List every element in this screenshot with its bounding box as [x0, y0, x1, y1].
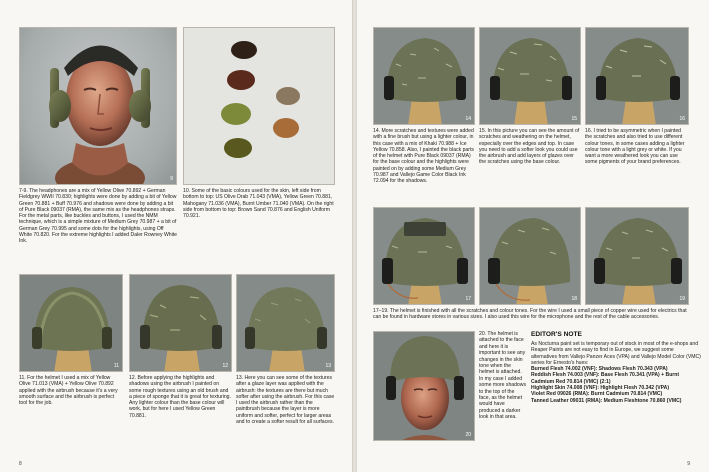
helmet-illustration: [374, 208, 475, 305]
photo-helmet-base-coat: [19, 274, 123, 372]
helmet-illustration: [586, 28, 689, 125]
caption-15: 15. In this picture you can see the amount of scratches and weathering on the helmet, especially over the edges and top. In case you need to add a softer look you could use the airbrush and add layers of glazes over the scratches using the base colour.: [479, 128, 580, 166]
editors-note-line: Highlight Skin 74.008 (VNF): Highlight Flesh 70.342 (VPA): [531, 385, 670, 392]
photo-number: 16: [679, 116, 685, 122]
photo-helmet-finished-front: [373, 207, 475, 305]
editors-note-heading: EDITOR'S NOTE: [531, 331, 582, 338]
caption-13: 13. Here you can see some of the textures after a glaze layer was applied with the airbrush: the textures are there but much softer after using the airbrush. For this case I used the airbrush rather than the paintbrush because the layer is more uniform and softer, perfect for larger areas and to create a softer result for all surfaces.: [236, 375, 335, 426]
bust-illustration: [374, 332, 475, 441]
photo-number: 18: [571, 296, 577, 302]
helmet-illustration: [237, 275, 335, 372]
photo-helmet-weathering: [479, 27, 581, 125]
editors-note-line: Burned Flesh 74.002 (VNF): Shadows Flesh 70.343 (VPA): [531, 366, 668, 373]
editors-note-line: Tanned Leather 09031 (RMA): Medium Fleshtone 70.860 (VMC): [531, 397, 682, 404]
caption-12: 12. Before applying the highlights and shadows using the airbrush I painted on some rough textures using an old brush and a piece of sponge that it is great for texturing. Any lighter colour than the base colour will work, but for here I used Yellow Green 70.881.: [129, 375, 231, 419]
caption-10: 10. Some of the basic colours used for the skin, left side from bottom to top: US Olive Drab 71.043 (VMA), Yellow Green 70.881, Mahogany 71.036 (VMA), Burnt Umber 71.040 (VMA). On the right side from bottom to top: Brown Sand 70.876 and English Uniform 70.921.: [183, 188, 334, 220]
photo-helmet-textures: [129, 274, 232, 372]
photo-number: 20: [465, 432, 471, 438]
helmet-illustration: [130, 275, 232, 372]
editors-note: [531, 331, 701, 404]
photo-number: 15: [571, 116, 577, 122]
photo-number: 9: [170, 176, 173, 182]
photo-number: 12: [222, 363, 228, 369]
helmet-illustration: [20, 275, 123, 372]
photo-number: 13: [325, 363, 331, 369]
helmet-illustration: [480, 28, 581, 125]
photo-number: 17: [465, 296, 471, 302]
photo-number: 11: [113, 363, 119, 369]
editors-note-body: As Nocturna paint set is temporary out of stock in most of the e-shops and Reaper Paints are not easy to find in Europe, we suggest some alternatives from Vallejo Panzer Aces (VPA) and Vallejo Model Color (VMC) series for Ernesto's hues:: [531, 341, 701, 366]
photo-bust-with-helmet: [373, 331, 475, 441]
photo-bust-headphones: [19, 27, 177, 185]
photo-helmet-asymmetric: [585, 27, 689, 125]
caption-11: 11. For the helmet I used a mix of Yellow Olive 71.013 (VMA) + Yellow Olive 70.892 applied with the airbrush because it's a very smooth surface and the airbrush is perfect tool for the job.: [19, 375, 118, 407]
caption-7-9: 7-9. The headphones are a mix of Yellow Olive 70.892 + German Fieldgrey WWII 70.830; highlights were done by adding a bit of Yellow Green 70.881 + Buff 70.976 and shadows were done by adding a bit of Pure Black 09037 (RMA), the same mix as the headphones straps. For the metal parts, like buckles and buttons, I used the NMM technique, which is a simple mixture of Medium Grey 70.987 + a bit of German Grey 70.995 and some dots for the highlights, using Off White 70.820. For the extreme highlights I added Daler Rowney White Ink.: [19, 188, 177, 245]
helmet-illustration: [480, 208, 581, 305]
editors-note-line: Violet Red 09026 (RMA): Burnt Cadmium 70.814 (VMC): [531, 391, 663, 398]
photo-number: 19: [679, 296, 685, 302]
photo-helmet-scratches: [373, 27, 475, 125]
paint-swatch-illustration: [184, 28, 335, 185]
right-page-number: 9: [687, 461, 690, 467]
photo-number: 14: [465, 116, 471, 122]
caption-14: 14. More scratches and textures were added with a fine brush but using a lighter colour, in this case with a mix of Khaki 70.988 + Ice Yellow 70.858. Also, I painted the black parts of the helmet with Pure Black 09037 (RMA) for the base colour and the highlights were painted on by adding some Medium Grey 70.987 and Vallejo Game Color Black Ink 72.094 for the shadows.: [373, 128, 474, 185]
editors-note-line: Reddish Flesh 74.003 (VNF): Base Flesh 70.341 (VPA) + Burnt Cadmium Red 70.814 (VMC) (2:1): [531, 372, 680, 385]
bust-illustration: [20, 28, 177, 185]
helmet-illustration: [374, 28, 475, 125]
photo-helmet-glaze: [236, 274, 335, 372]
left-page-number: 8: [19, 461, 22, 467]
caption-17-19: 17–19. The helmet is finished with all the scratches and colour tones. For the wire I used a small piece of copper wire used for electrics that can be found in hardware stores in various sizes. I also used this wire for the microphone and the rest of the cable accessories.: [373, 308, 687, 321]
photo-paint-swatches: [183, 27, 335, 185]
photo-helmet-finished-back: [585, 207, 689, 305]
helmet-illustration: [586, 208, 689, 305]
photo-helmet-finished-side: [479, 207, 581, 305]
caption-16: 16. I tried to be asymmetric when I painted the scratches and also tried to use different colour tones, in some cases adding a lighter colour tone with a light grey or white. If you want a more weathered look you can use some pigments of your brand preferences.: [585, 128, 685, 166]
caption-20: 20. The helmet is attached to the face and here it is important to see any changes in the skin tone when the helmet is attached. In my case I added some more shadows to the top of the face, as the helmet would have produced a darker look in that area.: [479, 331, 526, 421]
